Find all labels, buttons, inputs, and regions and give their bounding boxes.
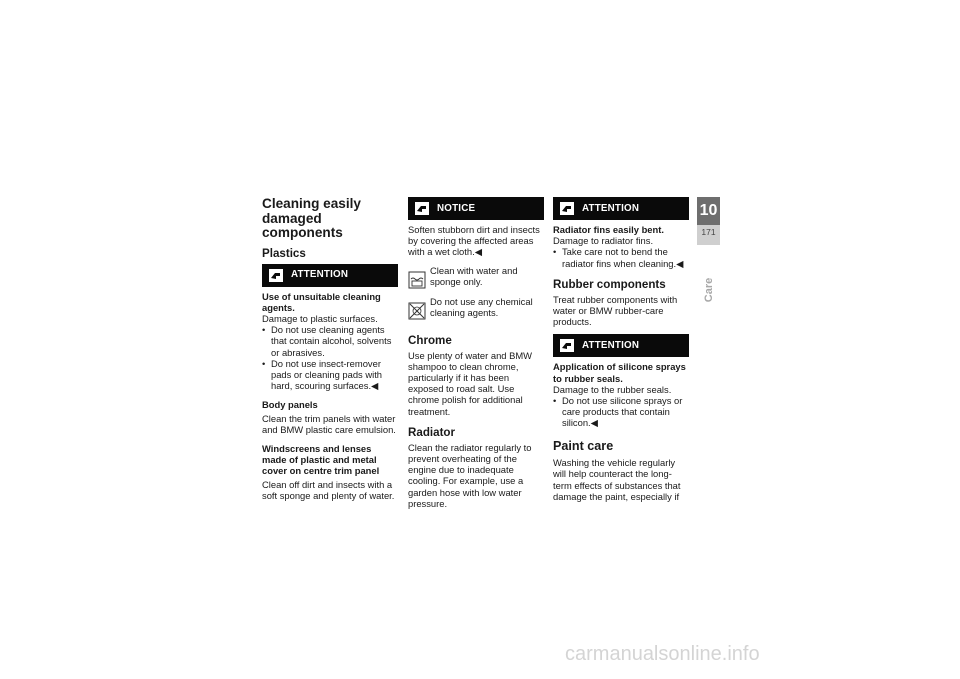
attention-banner [553, 334, 689, 357]
rubber-heading: Rubber components [553, 277, 666, 291]
notice-hand-icon [415, 202, 429, 215]
warning-list [553, 395, 689, 429]
care-text: Clean with water and sponge only. [430, 264, 518, 287]
care-instruction [408, 296, 544, 320]
plastics-heading: Plastics [262, 246, 306, 260]
paint-care-text: Washing the vehicle regularly will help counteract the long-term effects of substances that damage the paint, especially if [553, 457, 681, 502]
radiator-text: Clean the radiator regularly to prevent overheating of the engine due to inadequate cooling. For example, use a garden hose with low water pressure. [408, 441, 532, 509]
column-right [553, 197, 689, 502]
warning-heading: Radiator fins easily bent. [553, 224, 664, 235]
column-left [262, 197, 398, 501]
chapter-tab [697, 197, 720, 245]
warning-text: Damage to radiator fins. [553, 235, 654, 247]
warning-list [262, 324, 398, 391]
care-text: Do not use any chemical cleaning agents. [430, 295, 533, 318]
list-item: • Take care not to bend the radiator fins when cleaning.◀ [553, 246, 689, 268]
chapter-label-text: Care [702, 277, 715, 303]
warning-hand-icon [269, 269, 283, 282]
notice-text: Soften stubborn dirt and insects by covering the affected areas with a wet cloth.◀ [408, 224, 540, 258]
no-chemicals-icon [408, 302, 426, 320]
attention-label: ATTENTION [582, 202, 640, 214]
body-panels-heading: Body panels [262, 399, 318, 411]
page-number: 171 [701, 227, 716, 237]
notice-banner [408, 197, 544, 220]
chrome-heading: Chrome [408, 333, 452, 347]
rubber-text: Treat rubber components with water or BMW rubber-care products. [553, 293, 678, 328]
warning-hand-icon [560, 339, 574, 352]
warning-text: Damage to the rubber seals. [553, 383, 672, 395]
watermark: carmanualsonline.info [565, 643, 760, 665]
warning-hand-icon [560, 202, 574, 215]
warning-heading: Application of silicone sprays to rubber seals. [553, 361, 686, 384]
chapter-label [697, 270, 720, 310]
warning-heading: Use of unsuitable cleaning agents. [262, 290, 381, 313]
list-item: • Do not use insect-remover pads or cleaning pads with hard, scouring surfaces.◀ [262, 358, 398, 392]
paint-care-heading: Paint care [553, 438, 614, 453]
care-instruction [408, 265, 544, 289]
attention-label: ATTENTION [291, 269, 349, 281]
attention-banner [553, 197, 689, 220]
radiator-heading: Radiator [408, 425, 456, 439]
list-item: • Do not use silicone sprays or care products that contain silicon.◀ [553, 395, 689, 429]
water-sponge-icon [408, 271, 426, 289]
attention-label: ATTENTION [582, 340, 640, 352]
attention-banner [262, 264, 398, 287]
windscreens-heading: Windscreens and lenses made of plastic and metal cover on centre trim panel [262, 442, 380, 477]
column-middle [408, 197, 544, 509]
chapter-number: 10 [697, 197, 720, 225]
notice-label: NOTICE [437, 202, 476, 214]
section-title: Cleaning easily damaged components [262, 196, 361, 240]
warning-list [553, 246, 689, 268]
body-panels-text: Clean the trim panels with water and BMW plastic care emulsion. [262, 412, 396, 435]
list-item: • Do not use cleaning agents that contain alcohol, solvents or abrasives. [262, 324, 398, 358]
windscreens-text: Clean off dirt and insects with a soft sponge and plenty of water. [262, 478, 395, 501]
chrome-text: Use plenty of water and BMW shampoo to clean chrome, particularly if it has been exposed to road salt. Use chrome polish for additional treatment. [408, 349, 533, 417]
warning-text: Damage to plastic surfaces. [262, 312, 378, 324]
